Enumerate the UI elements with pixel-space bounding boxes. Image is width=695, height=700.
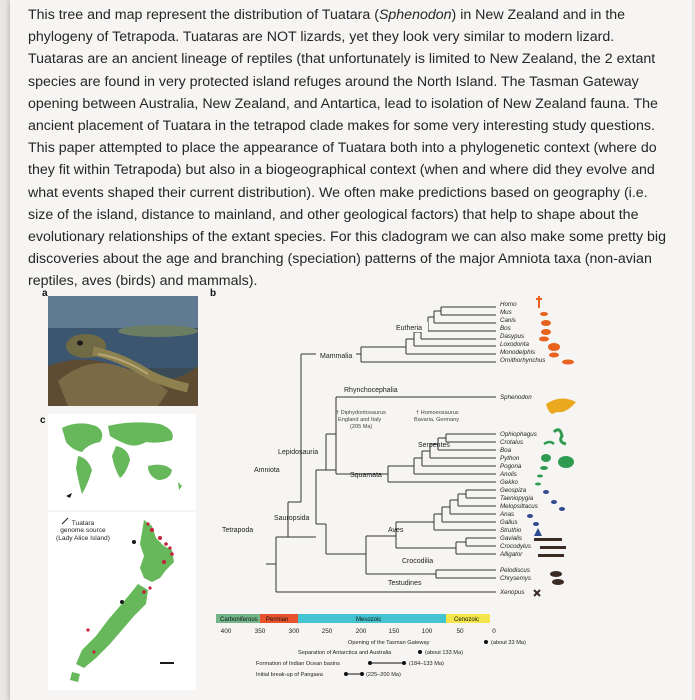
genome-source-line-3: (Lady Alice Island) (56, 534, 110, 542)
tick-250: 250 (321, 628, 333, 635)
armadillo-silhouette-icon (539, 337, 549, 342)
world-map-art (48, 414, 196, 510)
fossil-diphydontosaurus: † Diphydontosaurus (336, 410, 386, 416)
tuatara-photo (48, 296, 198, 406)
budgie-silhouette-icon (559, 507, 565, 511)
crocodile-silhouette-icon (540, 546, 566, 549)
taxon-loxodonta: Loxodonta (500, 341, 529, 348)
taxon-xenopus: Xenopus (500, 589, 525, 596)
intro-text (28, 4, 673, 293)
intro-text-part-1: This tree and map represent the distribution of Tuatara ( (28, 7, 379, 23)
tuatara-photo-art (48, 296, 198, 406)
taxon-chrysemys: Chrysemys (500, 575, 531, 582)
chicken-silhouette-icon (533, 522, 539, 526)
period-label-mesozoic: Mesozoic (356, 617, 382, 623)
human-silhouette-icon (536, 296, 542, 308)
intro-paragraph (28, 4, 673, 293)
taxon-crocodylus: Crocodylus (500, 543, 531, 550)
taxon-geospiza: Geospiza (500, 487, 527, 494)
opossum-silhouette-icon (549, 353, 559, 358)
fossil-diphydontosaurus-location: England and Italy (338, 417, 382, 423)
taxon-dasypus: Dasypus (500, 333, 525, 340)
taxon-canis: Canis (500, 317, 516, 324)
fossil-homoeosaurus: † Homoeosaurus (416, 410, 459, 416)
event-tasman-gateway-age: (about 33 Ma) (491, 640, 526, 646)
event-pangaea-breakup: Initial break-up of Pangaea (256, 672, 323, 678)
panel-label-c: c (40, 415, 46, 426)
phylogeny-cladogram (216, 292, 590, 692)
taxon-melopsittacus: Melopsittacus (500, 503, 538, 510)
tick-400: 400 (220, 628, 232, 635)
label-serpentes: Serpentes (418, 442, 450, 449)
taxon-bos: Bos (500, 325, 511, 332)
pogona-silhouette-icon (540, 466, 548, 470)
taxon-anas: Anas (500, 511, 515, 518)
label-eutheria: Eutheria (396, 325, 423, 332)
taxon-silhouettes (527, 296, 576, 596)
label-squamata: Squamata (350, 472, 382, 479)
fossil-diphydontosaurus-age: (205 Ma) (350, 424, 373, 430)
painted-turtle-silhouette-icon (552, 579, 564, 585)
ostrich-silhouette-icon (534, 528, 542, 536)
period-label-carboniferous: Carboniferous (220, 617, 258, 623)
taxon-pelodiscus: Pelodiscus (500, 567, 530, 574)
taxon-homo: Homo (500, 301, 517, 308)
taxon-crotalus: Crotalus (500, 439, 524, 446)
label-testudines: Testudines (388, 580, 422, 587)
genome-source-line-2: genome source (60, 527, 106, 535)
taxon-python: Python (500, 455, 520, 462)
fossil-annotations (336, 410, 459, 430)
python-silhouette-icon (541, 454, 551, 462)
taxon-anolis: Anolis (500, 471, 517, 478)
genus-name-italic: Sphenodon (378, 7, 452, 23)
taxon-pogona: Pogona (500, 463, 522, 470)
period-label-cenozoic: Cenozoic (454, 617, 480, 623)
taxon-labels (499, 301, 545, 596)
genome-source-label (52, 520, 114, 542)
panel-label-b: b (210, 288, 217, 299)
label-mammalia: Mammalia (320, 353, 353, 360)
tick-200: 200 (355, 628, 367, 635)
panel-label-a: a (42, 288, 48, 299)
taxon-taeniopygia: Taeniopygia (500, 495, 534, 502)
cobra-silhouette-icon (554, 430, 566, 444)
period-label-permian: Permian (266, 617, 289, 623)
taxon-sphenodon: Sphenodon (500, 394, 532, 401)
label-sauropsida: Sauropsida (274, 515, 310, 522)
tick-150: 150 (388, 628, 400, 635)
gekko-silhouette-icon (535, 483, 541, 486)
event-antarctica-australia-age: (about 133 Ma) (425, 650, 463, 656)
label-rhynchocephalia: Rhynchocephalia (344, 387, 398, 394)
event-pangaea-breakup-age: (225–200 Ma) (366, 672, 401, 678)
tick-350: 350 (254, 628, 266, 635)
tick-100: 100 (421, 628, 433, 635)
label-crocodilia: Crocodilia (402, 558, 434, 565)
world-map (48, 414, 196, 510)
gharial-silhouette-icon (534, 538, 562, 541)
taxon-alligator: Alligator (500, 551, 523, 558)
label-lepidosauria: Lepidosauria (278, 449, 319, 456)
duck-silhouette-icon (527, 514, 533, 518)
label-tetrapoda: Tetrapoda (222, 527, 254, 534)
frog-silhouette-icon (534, 590, 540, 596)
rattlesnake-silhouette-icon (544, 442, 554, 444)
taxon-gavialis: Gavialis (500, 535, 523, 542)
mouse-silhouette-icon (540, 312, 548, 316)
platypus-silhouette-icon (562, 360, 574, 365)
softshell-turtle-silhouette-icon (550, 571, 562, 577)
tick-0: 0 (492, 628, 496, 635)
taxon-gallus: Gallus (500, 519, 518, 526)
taxon-gekko: Gekko (500, 479, 518, 486)
event-indian-ocean-basins: Formation of Indian Ocean basins (256, 661, 340, 667)
taxon-struthio: Struthio (500, 527, 522, 534)
taxon-boa: Boa (500, 447, 512, 454)
cow-silhouette-icon (541, 329, 551, 335)
finch-silhouette-icon (543, 490, 549, 494)
tuatara-silhouette-icon (546, 398, 576, 413)
label-aves: Aves (388, 527, 404, 534)
genome-source-line-1: Tuatara (71, 520, 95, 527)
alligator-silhouette-icon (538, 554, 564, 557)
intro-text-part-2: ) in New Zealand and in the phylogeny of Tetrapoda. Tuataras are NOT lizards, yet they look very similar to modern lizard. Tuataras are an ancient lineage of reptiles (that unfortunately is limited to New Zealand, the 2 extant species are found in very protected island refuges around the North Island. The Tasman Gateway opening between Australia, New Zealand, and Antartica, lead to isolation of New Zealand fauna. The ancient placement of Tuatara in the tetrapod clade makes for some very interesting study questions. This paper attempted to place the appearance of Tuatara both into a phylogenetic context (where do they fit within Tetrapoda) but also in a biogeographical context (when and where did they evolve and what events shaped their current distribution). We often make predictions based on geography (i.e. size of the island, distance to mainland, and other geological factors) that help to shape about the evolutionary relationships of the extant species. For this cladogram we can also make some pretty big discoveries about the age and branching (speciation) patterns of the major Amniota taxa (non-avian reptiles, aves (birds) and mammals). (28, 7, 666, 290)
geologic-events (256, 640, 526, 678)
dog-silhouette-icon (541, 320, 551, 326)
anolis-silhouette-icon (537, 475, 543, 478)
geologic-timescale (216, 614, 490, 623)
event-antarctica-australia: Separation of Antarctica and Australia (298, 650, 392, 656)
label-amniota: Amniota (254, 467, 280, 474)
taxon-ophiophagus: Ophiophagus (500, 431, 537, 438)
boa-silhouette-icon (558, 456, 574, 468)
elephant-silhouette-icon (548, 343, 560, 351)
taxon-ornithorhynchus: Ornithorhynchus (500, 357, 546, 364)
event-indian-ocean-basins-age: (184–133 Ma) (409, 661, 444, 667)
fossil-homoeosaurus-location: Bavaria, Germany (414, 417, 460, 423)
taxon-mus: Mus (500, 309, 512, 316)
tick-50: 50 (456, 628, 464, 635)
timescale-ticks (221, 628, 497, 635)
zebra-finch-silhouette-icon (551, 500, 557, 504)
taxon-monodelphis: Monodelphis (500, 349, 536, 356)
event-tasman-gateway: Opening of the Tasman Gateway (348, 640, 430, 646)
tick-300: 300 (288, 628, 300, 635)
